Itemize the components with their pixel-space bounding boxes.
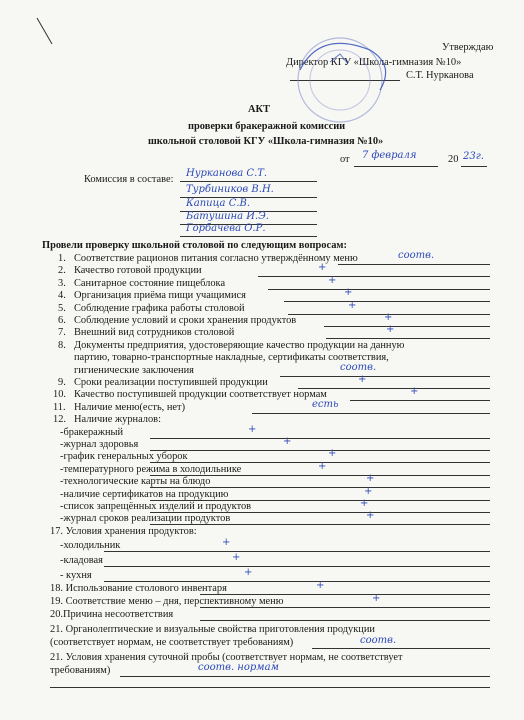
doc-subtitle-1: проверки бракеражной комиссии [188, 121, 346, 132]
storage-item: - кухня [60, 570, 92, 582]
item-text: Санитарное состояние пищеблока [74, 277, 226, 289]
item-number: 7. [58, 327, 66, 339]
item-text: Соответствие рационов питания согласно утверждённому меню [74, 253, 358, 264]
answer-handwritten: + [316, 580, 325, 592]
seal-inner [310, 50, 370, 110]
answer-handwritten: + [364, 485, 373, 497]
intro-text: Провели проверку школьной столовой по следующим вопросам: [42, 240, 347, 251]
answer-handwritten: + [318, 262, 327, 274]
answer-handwritten: + [360, 498, 369, 509]
item-text: Соблюдение графика работы столовой [74, 302, 245, 314]
answer-line [50, 687, 490, 688]
journal-item: -температурного режима в холодильнике [60, 463, 242, 475]
date-value: 7 февраля [362, 150, 417, 161]
item-text: Соблюдение условий и сроки хранения продуктов [74, 315, 297, 326]
item-text-cont: гигиенические заключения [74, 364, 194, 376]
item-number: 12. [53, 414, 66, 426]
answer-line [104, 566, 490, 567]
journal-item: -бракеражный [60, 426, 124, 438]
item-text-cont: (соответствует нормам, не соответствует требованиям) [50, 637, 294, 649]
answer-handwritten: + [386, 324, 395, 336]
item-text: 20.Причина несоответствия [50, 609, 174, 621]
item-number: 3. [58, 277, 66, 289]
answer-line [200, 607, 490, 608]
doc-subtitle-2: школьной столовой КГУ «Школа-гимназия №10» [148, 136, 384, 147]
answer-handwritten: + [348, 299, 357, 311]
answer-handwritten: + [222, 537, 231, 549]
item-number: 6. [58, 315, 66, 326]
seal-outer [298, 38, 382, 122]
answer-handwritten: + [244, 567, 253, 579]
item-text: 19. Соответствие меню – дня, перспективному меню [50, 596, 284, 608]
commission-member: Батушина И.Э. [186, 211, 269, 222]
answer-line [200, 594, 490, 595]
item-text: Качество готовой продукции [74, 265, 202, 277]
item-text: Наличие меню(есть, нет) [74, 401, 186, 413]
answer-handwritten: + [358, 374, 367, 385]
commission-member: Нурканова С.Т. [186, 168, 268, 179]
answer-line [104, 581, 490, 582]
storage-item: -холодильник [60, 540, 121, 552]
journal-item: -журнал сроков реализации продуктов [60, 513, 231, 525]
item-text-cont: требованиям) [50, 665, 111, 677]
member-line [180, 181, 317, 182]
item-text: Наличие журналов: [74, 414, 161, 426]
answer-handwritten: + [318, 460, 327, 472]
answer-handwritten: + [283, 436, 292, 447]
commission-member: Капица С.В. [186, 198, 251, 209]
storage-label: 17. Условия хранения продуктов: [50, 525, 197, 537]
journal-item: -технологические карты на блюдо [60, 476, 211, 488]
answer-line [252, 413, 490, 414]
commission-member: Горбачева О.Р. [186, 223, 266, 234]
answer-line [258, 276, 490, 277]
item-text: Документы предприятия, удостоверяющие качество продукции на данную [74, 339, 405, 351]
answer-handwritten: + [372, 593, 381, 605]
journal-item: -наличие сертификатов на продукцию [60, 488, 229, 500]
approve-label: Утверждаю [442, 42, 494, 53]
answer-line [350, 400, 490, 401]
answer-handwritten: + [328, 448, 337, 460]
item-text: 21. Условия хранения суточной пробы (соответствует нормам, не соответствует [50, 652, 403, 664]
doc-title: АКТ [248, 104, 270, 115]
answer-handwritten: + [366, 473, 375, 485]
answer-handwritten: + [232, 552, 241, 564]
item-text: 21. Органолептические и визуальные свойства приготовления продукции [50, 624, 375, 636]
answer-line [200, 620, 490, 621]
answer-handwritten: + [248, 423, 257, 435]
journal-item: -список запрещённых изделий и продуктов [60, 501, 252, 512]
answer-line [324, 326, 490, 327]
answer-handwritten: + [384, 312, 393, 323]
commission-member: Турбиников В.Н. [186, 184, 274, 195]
answer-handwritten: есть [312, 398, 339, 410]
item-number: 8. [58, 339, 66, 351]
year-value: 23г. [463, 151, 484, 162]
answer-line [150, 524, 490, 525]
answer-line [338, 264, 490, 265]
year-prefix: 20 [448, 154, 459, 165]
item-number: 10. [53, 389, 66, 401]
journal-item: -график генеральных уборок [60, 451, 188, 463]
item-number: 11. [53, 401, 66, 413]
item-number: 5. [58, 302, 66, 314]
item-text-cont: партию, товарно-транспортные накладные, сертификаты соответствия, [74, 352, 389, 364]
answer-handwritten: соотв. нормам [198, 662, 279, 674]
item-number: 2. [58, 265, 66, 277]
answer-handwritten: + [410, 386, 419, 398]
commission-label: Комиссия в составе: [84, 174, 174, 185]
answer-line [120, 676, 490, 677]
item-number: 1. [58, 253, 66, 264]
item-number: 4. [58, 290, 66, 302]
answer-handwritten: соотв. [340, 361, 377, 373]
journal-item: -журнал здоровья [60, 439, 139, 450]
director-name: С.Т. Нурканова [406, 70, 474, 81]
item-number: 9. [58, 377, 66, 388]
item-text: Сроки реализации поступившей продукции [74, 377, 268, 388]
answer-line [280, 376, 490, 377]
item-text: 18. Использование столового инвентаря [50, 583, 227, 595]
item-text: Организация приёма пищи учащимися [74, 290, 246, 302]
corner-mark [37, 18, 52, 44]
answer-handwritten: соотв. [398, 250, 435, 261]
member-line [180, 236, 317, 237]
answer-line [150, 438, 490, 439]
answer-line [312, 648, 490, 649]
answer-handwritten: соотв. [360, 635, 397, 647]
answer-line [284, 301, 490, 302]
answer-line [104, 551, 490, 552]
date-prefix: от [340, 154, 350, 165]
answer-handwritten: + [328, 274, 337, 286]
item-text: Внешний вид сотрудников столовой [74, 327, 235, 339]
answer-line [150, 450, 490, 451]
item-text: Качество поступившей продукции соответствует нормам [74, 389, 327, 401]
storage-item: -кладовая [60, 555, 103, 567]
director-label: Директор КГУ «Школа-гимназия №10» [286, 57, 462, 68]
answer-line [268, 289, 490, 290]
answer-handwritten: + [366, 510, 375, 522]
answer-handwritten: + [344, 287, 353, 299]
